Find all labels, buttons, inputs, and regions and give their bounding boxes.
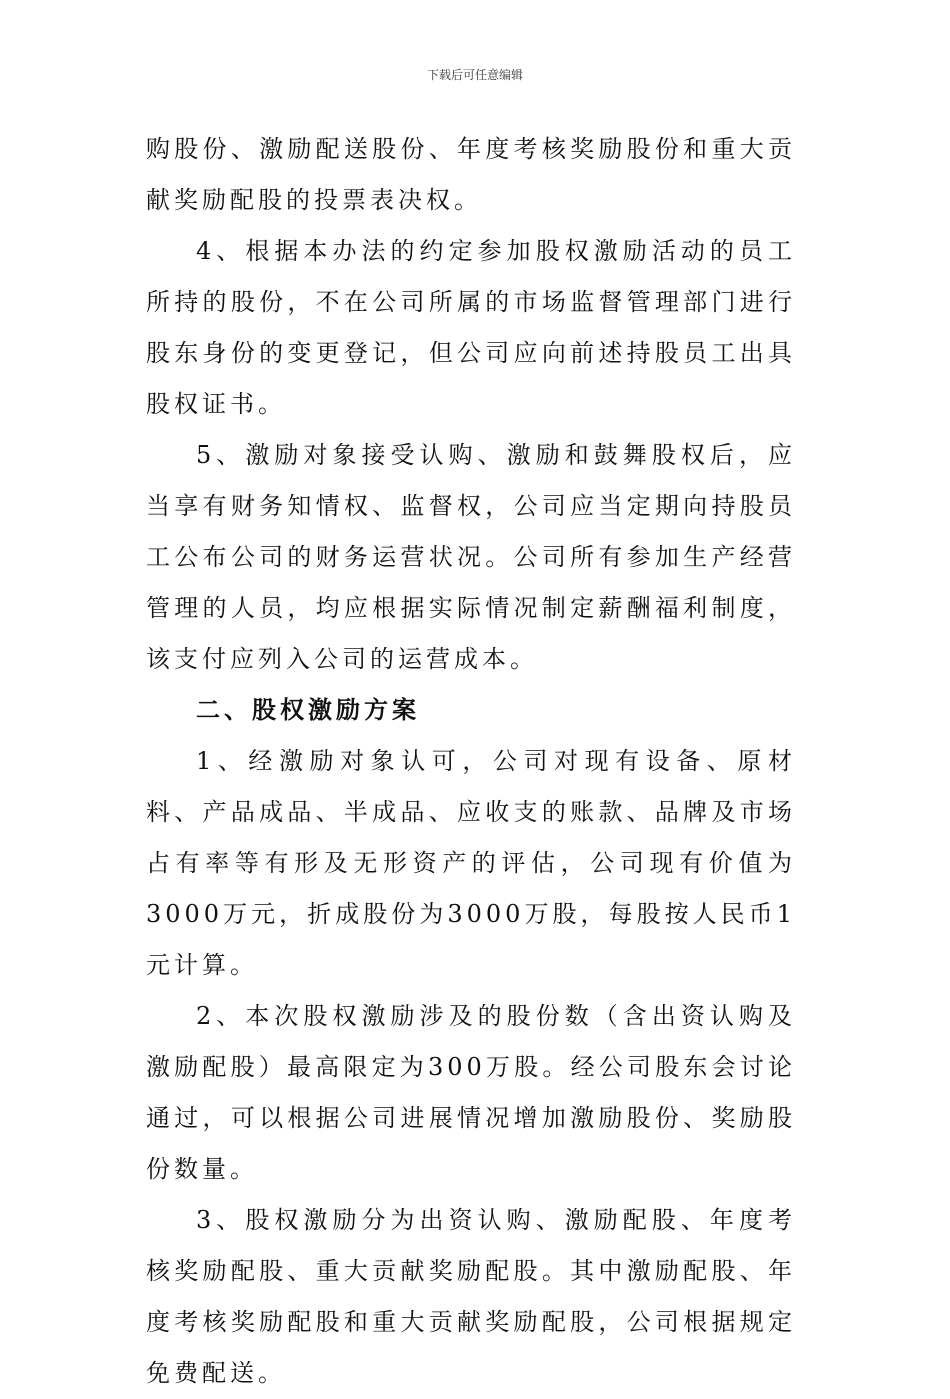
paragraph-continued: 购股份、激励配送股份、年度考核奖励股份和重大贡献奖励配股的投票表决权。 [146, 135, 796, 214]
paragraph-item-2: 2、本次股权激励涉及的股份数（含出资认购及激励配股）最高限定为300万股。经公司股东会讨论通过，可以根据公司进展情况增加激励股份、奖励股份数量。 [146, 1002, 796, 1183]
paragraph-item-1: 1、经激励对象认可，公司对现有设备、原材料、产品成品、半成品、应收支的账款、品牌及市场占有率等有形及无形资产的评估，公司现有价值为3000万元，折成股份为3000万股，每股按人民币1元计算。 [146, 747, 796, 979]
document-body [146, 124, 796, 1399]
paragraph-item-3: 3、股权激励分为出资认购、激励配股、年度考核奖励配股、重大贡献奖励配股。其中激励配股、年度考核奖励配股和重大贡献奖励配股，公司根据规定免费配送。 [146, 1206, 796, 1387]
page-header: 下载后可任意编辑 [426, 68, 523, 82]
section-heading: 二、股权激励方案 [196, 696, 420, 724]
paragraph-item-5: 5、激励对象接受认购、激励和鼓舞股权后，应当享有财务知情权、监督权，公司应当定期向持股员工公布公司的财务运营状况。公司所有参加生产经营管理的人员，均应根据实际情况制定薪酬福利制度，该支付应列入公司的运营成本。 [146, 441, 796, 673]
paragraph-item-4: 4、根据本办法的约定参加股权激励活动的员工所持的股份，不在公司所属的市场监督管理部门进行股东身份的变更登记，但公司应向前述持股员工出具股权证书。 [146, 237, 796, 418]
